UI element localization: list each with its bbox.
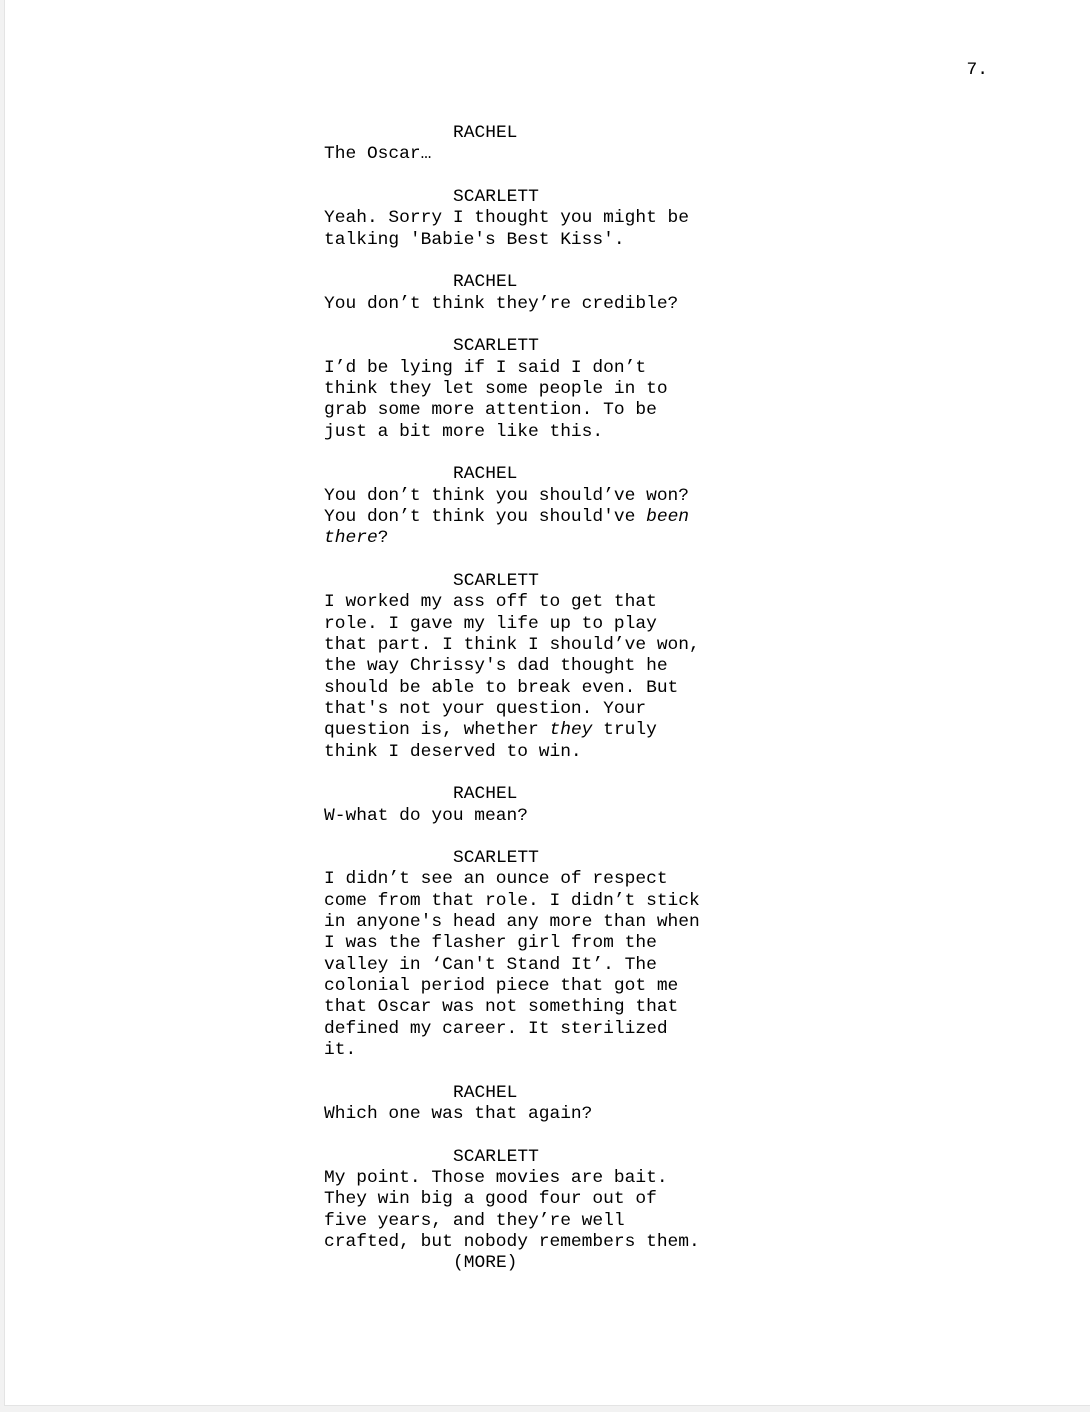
- character-name: RACHEL: [453, 123, 518, 143]
- text-run: talking 'Babie's Best Kiss'.: [324, 229, 625, 250]
- dialogue-line: [324, 997, 764, 1018]
- text-run: it.: [324, 1040, 357, 1061]
- text-run: I didn’t see an ounce of respect: [324, 869, 668, 890]
- dialogue-line: [324, 891, 764, 912]
- text-run: truly: [592, 720, 657, 741]
- text-run: defined my career. It sterilized: [324, 1018, 668, 1039]
- dialogue-line: [324, 976, 764, 997]
- text-run: that's not your question. Your: [324, 698, 647, 719]
- text-run: should be able to break even. But: [324, 677, 679, 698]
- text-run: I’d be lying if I said I don’t: [324, 357, 647, 378]
- dialogue-line: [324, 1189, 764, 1210]
- text-run: that Oscar was not something that: [324, 997, 679, 1018]
- character-name: RACHEL: [453, 1082, 518, 1103]
- text-run: think I deserved to win.: [324, 741, 582, 762]
- dialogue-line: [324, 422, 764, 443]
- text-run: question is, whether: [324, 720, 550, 741]
- dialogue-text: [324, 592, 764, 763]
- dialogue-line: [324, 614, 764, 635]
- dialogue-block: [324, 571, 794, 763]
- dialogue-line: [324, 1211, 764, 1232]
- italic-text: there: [324, 528, 378, 549]
- dialogue-line: [324, 933, 764, 954]
- dialogue-block: [324, 784, 794, 827]
- dialogue-line: [324, 1019, 764, 1040]
- dialogue-block: [324, 336, 794, 443]
- italic-text: been: [646, 506, 690, 527]
- text-run: You don’t think you should’ve won?: [324, 485, 690, 506]
- dialogue-block: [324, 272, 794, 315]
- italic-text: they: [549, 720, 593, 741]
- dialogue-text: [324, 1168, 764, 1253]
- dialogue-line: [324, 592, 764, 613]
- text-run: W-what do you mean?: [324, 805, 528, 826]
- text-run: come from that role. I didn’t stick: [324, 890, 700, 911]
- dialogue-line: [324, 699, 764, 720]
- text-run: You don’t think you should've: [324, 506, 647, 527]
- character-name: RACHEL: [453, 784, 518, 805]
- text-run: that part. I think I should’ve won,: [324, 634, 700, 655]
- text-run: ?: [377, 528, 389, 549]
- dialogue-line: [324, 1040, 764, 1061]
- dialogue-line: [324, 400, 764, 421]
- text-run: valley in ‘Can't Stand It’. The: [324, 954, 657, 975]
- dialogue-line: [324, 486, 764, 507]
- dialogue-line: [324, 742, 764, 763]
- dialogue-line: [324, 507, 764, 528]
- character-name: RACHEL: [453, 464, 518, 485]
- dialogue-line: [324, 678, 764, 699]
- character-name: SCARLETT: [453, 1146, 539, 1167]
- dialogue-line: [324, 635, 764, 656]
- more-continuation: (MORE): [453, 1253, 518, 1274]
- dialogue-line: [324, 208, 764, 229]
- dialogue-text: [324, 294, 764, 315]
- dialogue-line: [324, 230, 764, 251]
- character-name: SCARLETT: [453, 186, 539, 207]
- dialogue-text: [324, 869, 764, 1061]
- text-run: crafted, but nobody remembers them.: [324, 1232, 700, 1253]
- dialogue-line: [324, 294, 764, 315]
- text-run: grab some more attention. To be: [324, 400, 657, 421]
- text-run: My point. Those movies are bait.: [324, 1168, 668, 1189]
- screenplay-body: [324, 123, 794, 1296]
- dialogue-line: [324, 358, 764, 379]
- dialogue-line: [324, 955, 764, 976]
- dialogue-line: [324, 1232, 764, 1253]
- text-run: five years, and they’re well: [324, 1210, 625, 1231]
- dialogue-block: [324, 187, 794, 251]
- dialogue-line: [324, 528, 764, 549]
- dialogue-block: [324, 464, 794, 549]
- character-name: SCARLETT: [453, 570, 539, 591]
- script-page: [4, 0, 1090, 1406]
- dialogue-text: [324, 144, 764, 165]
- dialogue-line: [324, 144, 764, 165]
- text-run: Yeah. Sorry I thought you might be: [324, 208, 690, 229]
- dialogue-line: [324, 656, 764, 677]
- character-name: SCARLETT: [453, 336, 539, 357]
- dialogue-line: [324, 1104, 764, 1125]
- dialogue-line: [324, 806, 764, 827]
- dialogue-line: [324, 720, 764, 741]
- text-run: The Oscar…: [324, 144, 432, 165]
- dialogue-text: [324, 486, 764, 550]
- dialogue-block: [324, 1083, 794, 1126]
- dialogue-text: [324, 208, 764, 251]
- dialogue-line: [324, 869, 764, 890]
- character-name: SCARLETT: [453, 848, 539, 869]
- dialogue-text: [324, 1104, 764, 1125]
- text-run: think they let some people in to: [324, 378, 668, 399]
- text-run: just a bit more like this.: [324, 421, 604, 442]
- text-run: I worked my ass off to get that: [324, 592, 657, 613]
- text-run: Which one was that again?: [324, 1104, 593, 1125]
- dialogue-block: [324, 848, 794, 1061]
- dialogue-text: [324, 358, 764, 443]
- text-run: colonial period piece that got me: [324, 976, 679, 997]
- character-name: RACHEL: [453, 272, 518, 293]
- text-run: They win big a good four out of: [324, 1189, 657, 1210]
- text-run: the way Chrissy's dad thought he: [324, 656, 668, 677]
- dialogue-block: [324, 123, 794, 166]
- text-run: in anyone's head any more than when: [324, 912, 700, 933]
- dialogue-line: [324, 912, 764, 933]
- dialogue-line: [324, 1168, 764, 1189]
- page-number: 7.: [966, 60, 988, 80]
- dialogue-line: [324, 379, 764, 400]
- text-run: I was the flasher girl from the: [324, 933, 657, 954]
- dialogue-block: [324, 1147, 794, 1275]
- text-run: role. I gave my life up to play: [324, 613, 657, 634]
- dialogue-text: [324, 806, 764, 827]
- text-run: You don’t think they’re credible?: [324, 293, 679, 314]
